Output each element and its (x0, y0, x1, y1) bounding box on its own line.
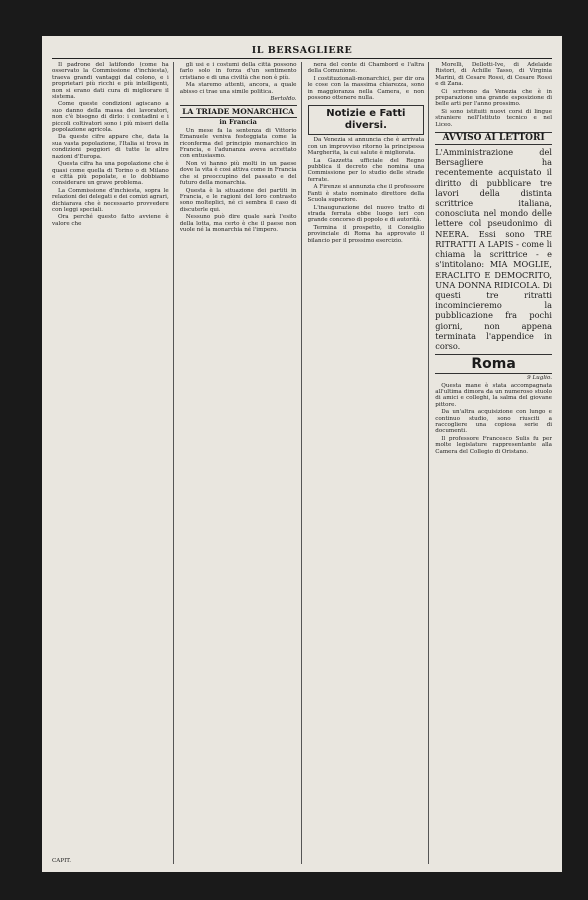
paragraph: Ma staremo attenti, ancora, a quale abisso ci trae una simile politica. (179, 82, 297, 95)
paragraph: Il padrone del latifondo (come ha osservato la Commissione d'inchiesta), traeva grandi vantaggi dal colono, e i proprietari più ricchi e più intelligenti, non si erano dati cura di migliorare il sistema. (52, 62, 169, 101)
column-1 (52, 62, 174, 864)
column-4 (435, 62, 552, 864)
paragraph: La Commissione d'inchiesta, sopra le relazioni dei delegati e dei comizi agrari, dichiarava che è necessario provvedere con leggi speciali. (52, 187, 169, 213)
section-title: LA TRIADE MONARCHICA (180, 105, 297, 118)
columns-container (52, 62, 552, 864)
paragraph: Ora perché questo fatto avviene è valore che (52, 214, 169, 227)
paragraph: Si sono istituiti nuovi corsi di lingue straniere nell'Istituto tecnico e nel Liceo. (435, 108, 552, 128)
paragraph: Questa cifra ha una popolazione che è quasi come quella di Torino o di Milano e città più popolate, e lo dobbiamo considerare un grave problema. (52, 161, 169, 187)
paragraph: Questa è la situazione dei partiti in Francia, e le ragioni del loro contrasto sono molteplici, né ci sembra il caso di discuterle qui. (179, 187, 297, 213)
paragraph: Questa mane è stata accompagnata all'ultima dimora da un numeroso stuolo di amici e colleghi, la salma del giovane pittore. (435, 382, 552, 408)
paragraph: Il professore Francesco Sulis fu per molte legislature rappresentante alla Camera del Collegio di Oristano. (435, 435, 552, 455)
column-3 (308, 62, 430, 864)
paragraph: Non vi hanno più molti in un paese dove la vita è così attiva come in Francia che si preoccupino del passato e del futuro della monarchia. (179, 160, 297, 187)
paragraph: A Firenze si annunzia che il professore Fanti è stato nominato direttore della Scuola superiore. (307, 184, 425, 204)
paragraph: I costituzionali-monarchici, per dir ora le cose con la massima chiarezza, sono in maggioranza nella Camera, e non possono ottenere nulla. (307, 75, 425, 102)
paragraph: Nessuno può dire quale sarà l'esito della lotta, ma certo è che il paese non vuole né la monarchia né l'impero. (179, 214, 297, 233)
paragraph: nera del conte di Chambord e l'altra della Comunione. (307, 62, 425, 75)
column-fold-label: CAPIT. (52, 857, 71, 864)
newspaper-page (42, 36, 562, 872)
page-header (52, 42, 552, 59)
roma-dateline: 9 Luglio. (527, 375, 552, 382)
paragraph: Da queste cifre appare che, data la sua vasta popolazione, l'Italia si trova in condizioni peggiori di tutte le altre nazioni d'Europa. (52, 134, 169, 160)
paragraph: Termina il prospetto, il Consiglio provinciale di Roma ha approvato il bilancio per il prossimo esercizio. (307, 224, 425, 244)
paragraph: Morelli, Dellotti-Ive, di Adelaide Ristori, di Achille Tasso, di Virginia Marini, di Cesare Rossi, di Cesare Rossi e di Zana. (435, 62, 552, 88)
section-subtitle: in Francia (219, 118, 257, 127)
news-section-title: Notizie e Fatti diversi. (308, 105, 425, 135)
paragraph: Un mese fa la sentenza di Vittorio Emanuele veniva festeggiata come la riconferma del principio monarchico in Francia, e l'adunanza aveva accettato con entusiasmo. (179, 127, 297, 160)
paragraph: Da Venezia si annuncia che è arrivata con un improvviso ritorno la principessa Margherita, la cui salute è migliorata. (307, 137, 425, 157)
notice-body: L'Amministrazione del Bersagliere ha recentemente acquistato il diritto di pubblicare tre lavori della distinta scrittrice italiana, conosciuta nel mondo delle lettere col pseudonimo di NEERA. Essi sono TRE RITRATTI A LAPIS - come li chiama la scrittrice - e s'intitolano: MIA MOGLIE, ERACLITO E DEMOCRITO, UNA DONNA RIDICOLA. Di questi tre ritratti incomincieremo la pubblicazione fra pochi giorni, non appena terminata l'appendice in corso. (435, 147, 552, 351)
paragraph: L'inaugurazione del nuovo tratto di strada ferrata ebbe luogo ieri con grande concorso di popolo e di autorità. (307, 204, 425, 224)
roma-section-title: Roma (435, 354, 552, 374)
paragraph: Ci scrivono da Venezia che è in preparazione una grande esposizione di belle arti per l'anno prossimo. (435, 88, 552, 108)
notice-title: AVVISO AI LETTORI (435, 132, 552, 145)
paragraph: Da un'altra acquisizione con lungo e continuo studio, sono riusciti a raccogliere una copiosa serie di documenti. (435, 409, 552, 435)
author-signature: Bertoldo. (270, 96, 297, 103)
column-2 (180, 62, 302, 864)
paragraph: gli usi e i costumi della città possono farlo solo in forza d'un sentimento cristiano e di una civiltà che non è più. (179, 62, 297, 81)
paragraph: Come queste condizioni agiscano a suo danno della massa dei lavoratori, non c'è bisogno di dirlo: i contadini e i piccoli coltivatori sono i più miseri della popolazione agricola. (52, 101, 169, 134)
paragraph: La Gazzetta ufficiale del Regno pubblica il decreto che nomina una Commissione per lo studio delle strade ferrate. (307, 157, 425, 183)
newspaper-title: IL BERSAGLIERE (251, 44, 353, 56)
